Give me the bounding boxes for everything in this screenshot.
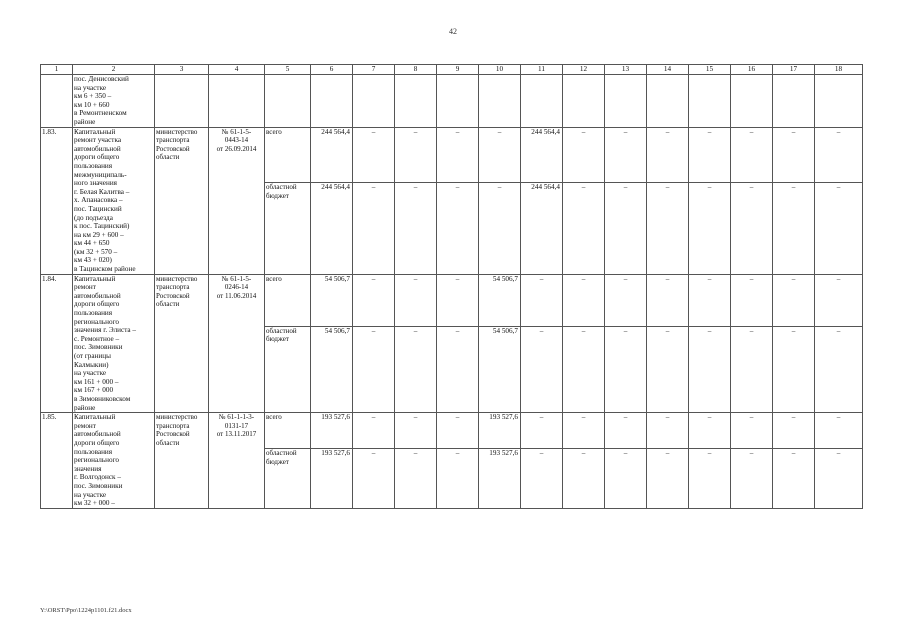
object-name-line: регионального: [74, 317, 119, 326]
organization-line: области: [156, 153, 180, 162]
empty-cell: [395, 75, 437, 128]
object-name-line: значения г. Элиста –: [74, 326, 137, 335]
value-cell: 193 527,6: [479, 449, 521, 509]
column-number-cell: 17: [773, 65, 815, 75]
object-name-line: автомобильной: [74, 430, 121, 439]
object-name-line: пос. Зимовники: [74, 481, 123, 490]
value-cell: –: [437, 182, 479, 274]
object-name-line: ремонт: [74, 283, 96, 292]
table-row: [41, 75, 863, 128]
value-cell: –: [395, 413, 437, 449]
funding-source-cell: всего: [265, 413, 311, 449]
value-cell: –: [479, 182, 521, 274]
document-line: 0246-14: [224, 283, 249, 292]
value-cell: –: [773, 182, 815, 274]
object-name-line: в Тацинском районе: [74, 265, 136, 274]
value-cell: –: [689, 449, 731, 509]
value-cell: –: [563, 182, 605, 274]
object-name-line: с. Ремонтное –: [74, 334, 120, 343]
object-name-line: регионального: [74, 456, 119, 465]
value-cell: –: [731, 326, 773, 412]
document-line: от 13.11.2017: [216, 430, 257, 439]
value-cell: –: [353, 449, 395, 509]
value-cell: –: [815, 326, 863, 412]
object-name-line: межмуниципаль-: [74, 170, 127, 179]
column-number-cell: 4: [209, 65, 265, 75]
header-row: [41, 65, 863, 75]
object-name-line: на км 29 + 600 –: [74, 230, 124, 239]
value-cell: –: [773, 127, 815, 182]
empty-cell: [731, 75, 773, 128]
empty-cell: [479, 75, 521, 128]
value-cell: –: [563, 413, 605, 449]
object-name-line: на участке: [74, 83, 107, 92]
value-cell: 244 564,4: [521, 127, 563, 182]
value-cell: –: [353, 127, 395, 182]
value-cell: –: [437, 127, 479, 182]
empty-cell: [647, 75, 689, 128]
object-name-line: пользования: [74, 309, 113, 318]
document-cell: [209, 127, 265, 274]
object-name-line: г. Белая Калитва –: [74, 187, 130, 196]
value-cell: –: [353, 326, 395, 412]
document-line: от 11.06.2014: [216, 291, 257, 300]
object-name-line: в Зимовниковском: [74, 394, 131, 403]
funding-source-cell: областной бюджет: [265, 182, 311, 274]
object-name-line: км 44 + 650: [74, 239, 110, 248]
column-number-cell: 11: [521, 65, 563, 75]
column-number-cell: 1: [41, 65, 73, 75]
object-name-line: Капитальный: [74, 127, 116, 136]
object-name-line: г. Волгодонск –: [74, 473, 121, 482]
object-name-line: км 167 + 000: [74, 386, 114, 395]
column-number-cell: 18: [815, 65, 863, 75]
object-name-line: на участке: [74, 490, 107, 499]
empty-cell: [605, 75, 647, 128]
object-name-line: на участке: [74, 369, 107, 378]
empty-cell: [689, 75, 731, 128]
value-cell: –: [773, 326, 815, 412]
organization-line: транспорта: [156, 136, 190, 145]
value-cell: –: [689, 127, 731, 182]
object-name-line: км 32 + 000 –: [74, 499, 115, 508]
column-number-cell: 14: [647, 65, 689, 75]
value-cell: 54 506,7: [311, 326, 353, 412]
table-wrapper: [40, 64, 863, 509]
object-name-line: дороги общего: [74, 438, 120, 447]
table-row: [41, 127, 863, 182]
object-name-line: пос. Зимовники: [74, 343, 123, 352]
organization-line: министерство: [156, 127, 198, 136]
column-number-cell: 6: [311, 65, 353, 75]
object-name-line: районе: [74, 117, 96, 126]
value-cell: –: [353, 182, 395, 274]
document-line: 0131-17: [224, 421, 249, 430]
value-cell: –: [563, 326, 605, 412]
column-number-cell: 5: [265, 65, 311, 75]
value-cell: –: [563, 274, 605, 326]
object-name-line: к пос. Тацинский): [74, 222, 130, 231]
value-cell: –: [605, 127, 647, 182]
document-line: № 61-1-5-: [221, 274, 252, 283]
value-cell: 193 527,6: [479, 413, 521, 449]
table-row: [41, 413, 863, 449]
value-cell: –: [731, 182, 773, 274]
funding-source-cell: всего: [265, 127, 311, 182]
value-cell: –: [605, 182, 647, 274]
object-name-line: автомобильной: [74, 291, 121, 300]
document-line: от 26.09.2014: [216, 144, 257, 153]
value-cell: –: [731, 449, 773, 509]
document-line: № 61-1-1-3-: [218, 413, 255, 422]
empty-cell: [265, 75, 311, 128]
value-cell: –: [353, 413, 395, 449]
object-name-line: значения: [74, 464, 102, 473]
value-cell: –: [437, 326, 479, 412]
table-body: [41, 65, 863, 509]
value-cell: –: [731, 413, 773, 449]
value-cell: –: [731, 127, 773, 182]
budget-table: [40, 64, 863, 509]
empty-cell: [155, 75, 209, 128]
row-number-cell: [41, 75, 73, 128]
value-cell: –: [647, 274, 689, 326]
object-name-line: Капитальный: [74, 274, 116, 283]
value-cell: –: [521, 413, 563, 449]
value-cell: –: [437, 413, 479, 449]
value-cell: 54 506,7: [311, 274, 353, 326]
value-cell: –: [605, 449, 647, 509]
column-number-cell: 12: [563, 65, 605, 75]
empty-cell: [437, 75, 479, 128]
column-number-cell: 16: [731, 65, 773, 75]
value-cell: –: [395, 127, 437, 182]
organization-cell: [155, 274, 209, 413]
value-cell: –: [731, 274, 773, 326]
row-number-cell: 1.85.: [41, 413, 73, 509]
value-cell: –: [521, 326, 563, 412]
object-name-line: км 43 + 020): [74, 256, 112, 265]
document-line: № 61-1-5-: [221, 127, 252, 136]
value-cell: –: [479, 127, 521, 182]
value-cell: –: [605, 326, 647, 412]
document-line: 0443-14: [224, 136, 249, 145]
value-cell: –: [773, 413, 815, 449]
value-cell: –: [647, 413, 689, 449]
organization-line: транспорта: [156, 283, 190, 292]
funding-source-cell: всего: [265, 274, 311, 326]
object-name-cell: [73, 274, 155, 413]
value-cell: –: [521, 274, 563, 326]
footer-file-path: Y:\ORST\Ppo\1224p1101.f21.docx: [40, 607, 132, 614]
object-name-cell: [73, 413, 155, 509]
organization-line: Ростовской: [156, 291, 190, 300]
document-cell: [209, 413, 265, 509]
object-name-cell: [73, 75, 155, 128]
value-cell: –: [605, 413, 647, 449]
object-name-line: дороги общего: [74, 300, 120, 309]
value-cell: –: [563, 127, 605, 182]
value-cell: –: [605, 274, 647, 326]
object-name-line: пос. Тацинский: [74, 204, 122, 213]
row-number-cell: 1.83.: [41, 127, 73, 274]
value-cell: –: [647, 182, 689, 274]
empty-cell: [311, 75, 353, 128]
value-cell: –: [647, 449, 689, 509]
value-cell: –: [437, 449, 479, 509]
column-number-cell: 3: [155, 65, 209, 75]
value-cell: –: [647, 127, 689, 182]
object-name-line: х. Апанасовка –: [74, 196, 123, 205]
empty-cell: [773, 75, 815, 128]
value-cell: 193 527,6: [311, 413, 353, 449]
object-name-line: автомобильной: [74, 144, 121, 153]
organization-line: транспорта: [156, 421, 190, 430]
organization-line: Ростовской: [156, 430, 190, 439]
value-cell: –: [437, 274, 479, 326]
column-number-cell: 7: [353, 65, 395, 75]
value-cell: –: [353, 274, 395, 326]
value-cell: –: [815, 182, 863, 274]
organization-line: области: [156, 438, 180, 447]
object-name-line: (км 32 + 570 –: [74, 247, 118, 256]
row-number-cell: 1.84.: [41, 274, 73, 413]
value-cell: –: [689, 182, 731, 274]
column-number-cell: 2: [73, 65, 155, 75]
value-cell: –: [773, 449, 815, 509]
value-cell: –: [395, 182, 437, 274]
organization-cell: [155, 413, 209, 509]
empty-cell: [209, 75, 265, 128]
value-cell: –: [689, 274, 731, 326]
value-cell: –: [521, 449, 563, 509]
object-name-line: км 10 + 660: [74, 100, 110, 109]
object-name-line: ремонт участка: [74, 136, 122, 145]
object-name-line: Капитальный: [74, 413, 116, 422]
object-name-line: (от границы: [74, 352, 111, 360]
object-name-line: км 161 + 000 –: [74, 377, 119, 386]
value-cell: –: [773, 274, 815, 326]
object-name-line: пользования: [74, 161, 113, 170]
funding-source-cell: областной бюджет: [265, 449, 311, 509]
object-name-line: пользования: [74, 447, 113, 456]
object-name-line: км 6 + 350 –: [74, 92, 112, 101]
organization-line: Ростовской: [156, 144, 190, 153]
value-cell: –: [815, 274, 863, 326]
value-cell: 244 564,4: [311, 127, 353, 182]
funding-source-cell: областной бюджет: [265, 326, 311, 412]
object-name-line: ремонт: [74, 421, 96, 430]
empty-cell: [521, 75, 563, 128]
value-cell: 54 506,7: [479, 326, 521, 412]
page-number: 42: [449, 27, 457, 36]
value-cell: –: [395, 274, 437, 326]
object-name-cell: [73, 127, 155, 274]
value-cell: –: [395, 449, 437, 509]
table-row: [41, 274, 863, 326]
empty-cell: [353, 75, 395, 128]
object-name-line: районе: [74, 403, 96, 412]
object-name-line: ного значения: [74, 179, 117, 188]
object-name-line: в Ремонтненском: [74, 109, 127, 118]
value-cell: –: [647, 326, 689, 412]
column-number-cell: 8: [395, 65, 437, 75]
value-cell: –: [689, 326, 731, 412]
value-cell: –: [815, 127, 863, 182]
value-cell: 54 506,7: [479, 274, 521, 326]
empty-cell: [563, 75, 605, 128]
value-cell: –: [815, 449, 863, 509]
value-cell: –: [815, 413, 863, 449]
value-cell: 193 527,6: [311, 449, 353, 509]
object-name-line: дороги общего: [74, 153, 120, 162]
value-cell: –: [563, 449, 605, 509]
organization-cell: [155, 127, 209, 274]
column-number-cell: 13: [605, 65, 647, 75]
value-cell: –: [395, 326, 437, 412]
organization-line: области: [156, 300, 180, 309]
column-number-cell: 9: [437, 65, 479, 75]
value-cell: 244 564,4: [521, 182, 563, 274]
empty-cell: [815, 75, 863, 128]
object-name-line: (до подъезда: [74, 213, 113, 222]
object-name-line: Калмыкии): [74, 360, 109, 369]
organization-line: министерство: [156, 413, 198, 422]
value-cell: 244 564,4: [311, 182, 353, 274]
value-cell: –: [689, 413, 731, 449]
object-name-line: пос. Денисовский: [74, 75, 129, 83]
organization-line: министерство: [156, 274, 198, 283]
column-number-cell: 10: [479, 65, 521, 75]
column-number-cell: 15: [689, 65, 731, 75]
document-cell: [209, 274, 265, 413]
